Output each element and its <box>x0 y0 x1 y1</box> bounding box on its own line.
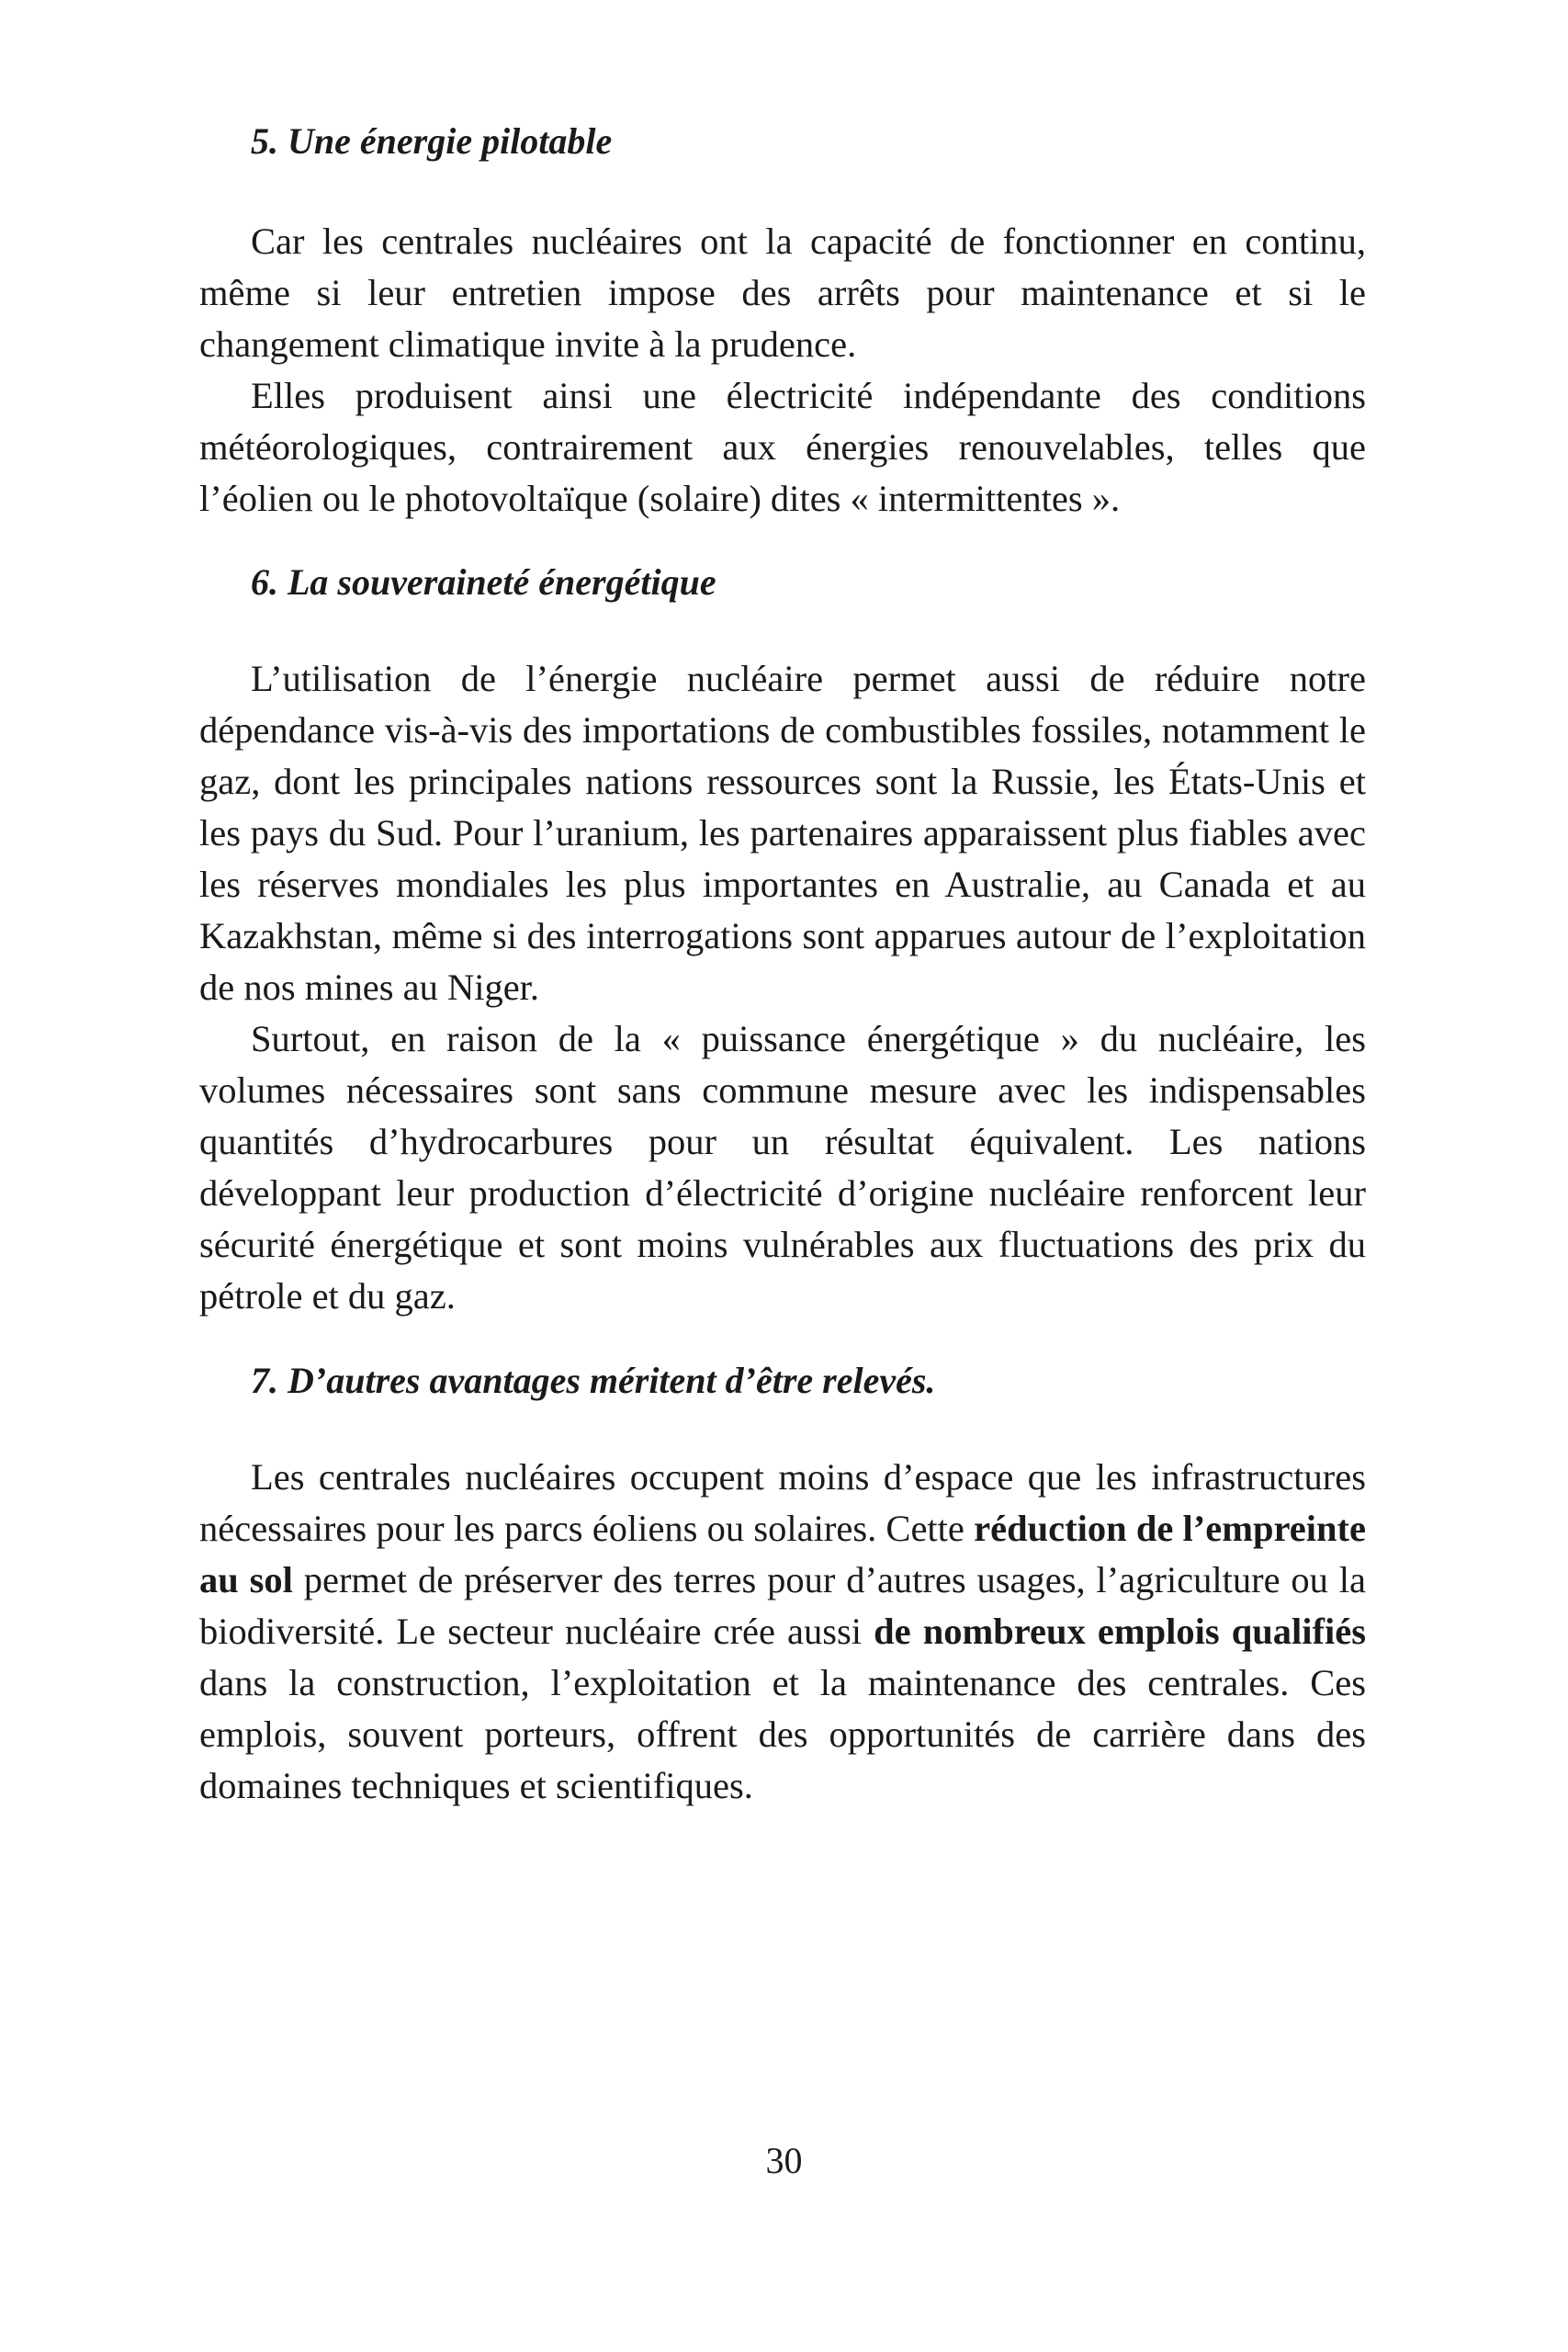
section-heading-5: 5. Une énergie pilotable <box>251 120 613 162</box>
bold-phrase-qualified-jobs: de nombreux emplois qualifiés <box>874 1611 1366 1652</box>
paragraph-energy-security: Surtout, en raison de la « puissance énergétique » du nucléaire, les volumes nécessaires sont sans commune mesure avec les indispensables quantités d’hydrocarbures pour un résultat équivalent. Les nations développant leur production d’électricité d’origine nucléaire renforcent leur sécurité énergétique et sont moins vulnérables aux fluctuations des prix du pétrole et du gaz. <box>199 1018 1366 1317</box>
paragraph-other-advantages <box>199 1452 1366 1812</box>
text-run: permet de préserver des terres pour d’autres usages, l’agriculture ou la biodiversité. Le secteur nucléaire crée aussi <box>199 1559 1366 1652</box>
page-number: 30 <box>765 2140 803 2181</box>
bold-phrase-land-footprint: réduction de l’empreinte au sol <box>199 1508 1366 1600</box>
section-heading-7: 7. D’autres avantages méritent d’être relevés. <box>251 1360 936 1401</box>
paragraph-energy-dependence: L’utilisation de l’énergie nucléaire permet aussi de réduire notre dépendance vis-à-vis des importations de combustibles fossiles, notamment le gaz, dont les principales nations ressources sont la Russie, les États-Unis et les pays du Sud. Pour l’uranium, les partenaires apparaissent plus fiables avec les réserves mondiales les plus importantes en Australie, au Canada et au Kazakhstan, même si des interrogations sont apparues autour de l’exploitation de nos mines au Niger. <box>199 658 1366 1008</box>
text-run: dans la construction, l’exploitation et la maintenance des centrales. Ces emplois, souvent porteurs, offrent des opportunités de carrière dans des domaines techniques et scientifiques. <box>199 1662 1366 1806</box>
text-run: Les centrales nucléaires occupent moins d’espace que les infrastructures nécessaires pour les parcs éoliens ou solaires. Cette <box>199 1456 1366 1549</box>
paragraph-weather-independence: Elles produisent ainsi une électricité indépendante des conditions météorologiques, contrairement aux énergies renouvelables, telles que l’éolien ou le photovoltaïque (solaire) dites « intermittentes ». <box>199 375 1366 519</box>
paragraph-continuous-operation: Car les centrales nucléaires ont la capacité de fonctionner en continu, même si leur entretien impose des arrêts pour maintenance et si le changement climatique invite à la prudence. <box>199 220 1366 365</box>
section-heading-6: 6. La souveraineté énergétique <box>251 561 716 603</box>
